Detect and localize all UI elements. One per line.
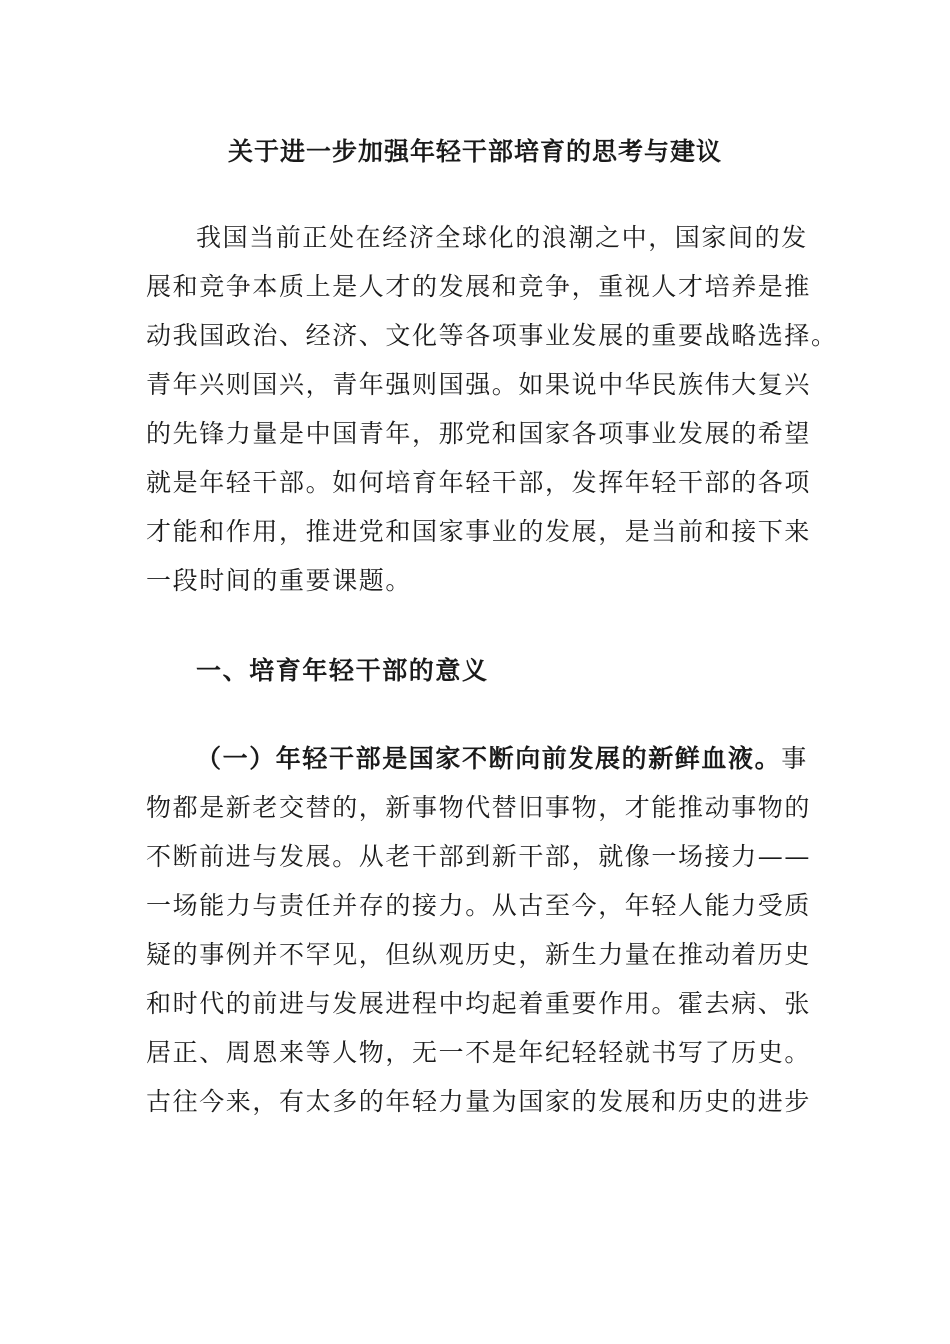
subsection-line: 居正、周恩来等人物，无一不是年纪轻轻就书写了历史。 bbox=[146, 1038, 812, 1067]
intro-line: 就是年轻干部。如何培育年轻干部，发挥年轻干部的各项 bbox=[146, 468, 812, 497]
subsection-first-line-rest: 事 bbox=[781, 744, 808, 773]
section-heading: 一、培育年轻干部的意义 bbox=[196, 656, 489, 685]
document-title: 关于进一步加强年轻干部培育的思考与建议 bbox=[227, 137, 722, 166]
subsection-first-line bbox=[196, 741, 856, 777]
intro-line: 青年兴则国兴，青年强则国强。如果说中华民族伟大复兴 bbox=[146, 370, 812, 399]
intro-line: 我国当前正处在经济全球化的浪潮之中，国家间的发 bbox=[196, 223, 808, 252]
subsection-line: 古往今来，有太多的年轻力量为国家的发展和历史的进步 bbox=[146, 1087, 812, 1116]
intro-line: 一段时间的重要课题。 bbox=[146, 566, 413, 595]
intro-line: 的先锋力量是中国青年，那党和国家各项事业发展的希望 bbox=[146, 419, 812, 448]
subsection-bold-lead: （一）年轻干部是国家不断向前发展的新鲜血液。 bbox=[196, 744, 782, 773]
subsection-line: 一场能力与责任并存的接力。从古至今，年轻人能力受质 bbox=[146, 891, 812, 920]
subsection-line: 和时代的前进与发展进程中均起着重要作用。霍去病、张 bbox=[146, 989, 812, 1018]
intro-line: 展和竞争本质上是人才的发展和竞争，重视人才培养是推 bbox=[146, 272, 812, 301]
subsection-line: 不断前进与发展。从老干部到新干部，就像一场接力—— bbox=[146, 842, 812, 871]
intro-line: 动我国政治、经济、文化等各项事业发展的重要战略选择。 bbox=[146, 321, 838, 350]
subsection-line: 疑的事例并不罕见，但纵观历史，新生力量在推动着历史 bbox=[146, 940, 812, 969]
intro-line: 才能和作用，推进党和国家事业的发展，是当前和接下来 bbox=[146, 517, 812, 546]
subsection-line: 物都是新老交替的，新事物代替旧事物，才能推动事物的 bbox=[146, 793, 812, 822]
